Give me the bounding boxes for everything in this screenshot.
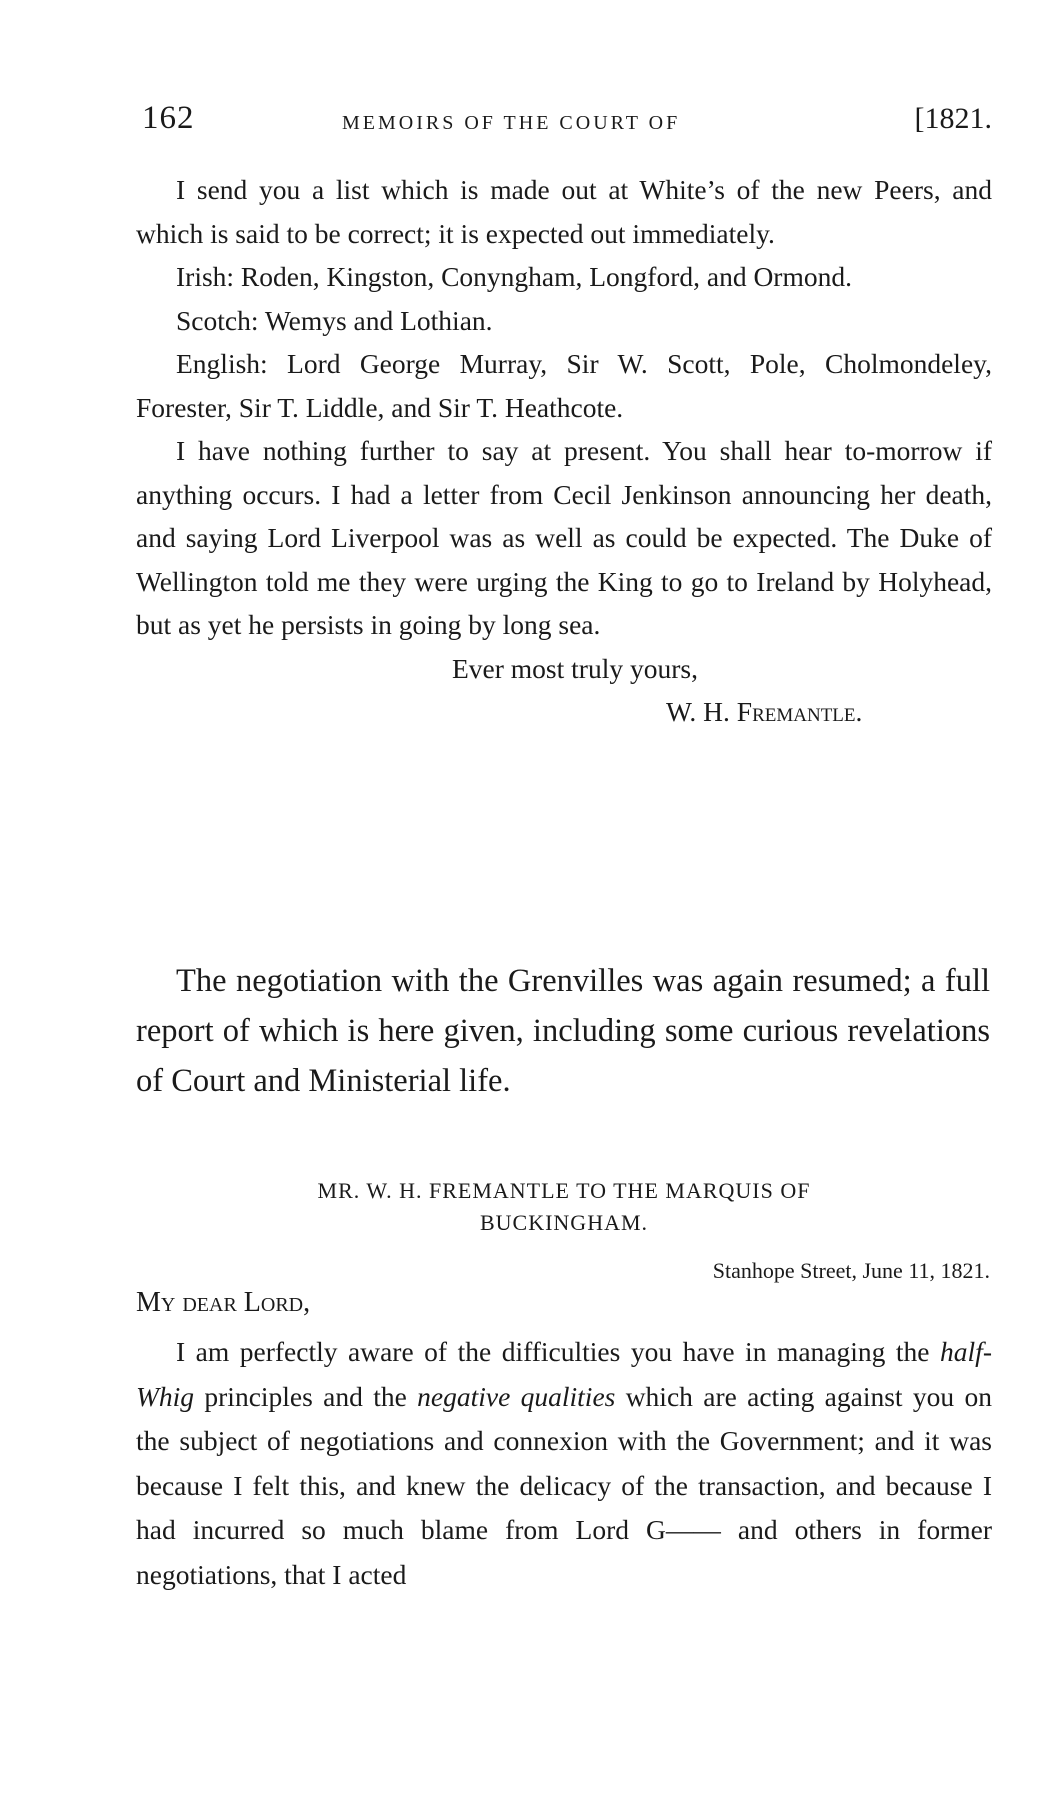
body-text: principles and the [194, 1380, 418, 1412]
letter-paragraph: Irish: Roden, Kingston, Conyngham, Longford, and Ormond. [176, 261, 852, 292]
body-text: which are acting against you on the subject of negotiations and connexion with the Government; and it was because I felt this, and knew the delicacy of the transaction, and because I had incurred so much blame from Lord G—— and others in former negotiations, that I acted [136, 1380, 992, 1590]
letter-heading-line: MR. W. H. FREMANTLE TO THE MARQUIS OF [317, 1178, 811, 1203]
body-text: I am perfectly aware of the difficulties you have in managing the [176, 1336, 941, 1367]
letter-paragraph: I have nothing further to say at present. You shall hear to-morrow if anything occurs. I had a letter from Cecil Jenkinson announcing her death, and saying Lord Liverpool was as well as could be expected. The Duke of Wellington told me they were urging the King to go to Ireland by Holyhead, but as yet he persists in going by long sea. [136, 435, 992, 640]
page-number: 162 [142, 100, 195, 136]
letter-continuation [136, 168, 992, 734]
italic-phrase: negative qualities [417, 1380, 616, 1412]
letter-dateline: Stanhope Street, June 11, 1821. [712, 1258, 990, 1283]
letter-closing: Ever most truly yours, [452, 652, 698, 684]
letter-signature: W. H. Fremantle. [666, 696, 863, 727]
running-title: MEMOIRS OF THE COURT OF [342, 112, 681, 134]
italic-phrase: half-Whig [136, 1336, 992, 1412]
running-year: [1821. [914, 102, 992, 135]
letter-body [136, 1330, 992, 1597]
letter-paragraph [136, 1330, 992, 1597]
letter-paragraph: I send you a list which is made out at White’s of the new Peers, and which is said to be correct; it is expected out immediately. [136, 174, 992, 249]
letter-heading-line: BUCKINGHAM. [479, 1210, 649, 1235]
letter-salutation: My dear Lord, [136, 1287, 311, 1318]
letter-heading [136, 1175, 992, 1239]
letter-paragraph: Scotch: Wemys and Lothian. [176, 304, 493, 336]
running-header [142, 100, 992, 144]
narrative-paragraph: The negotiation with the Grenvilles was again resumed; a full report of which is here given, including some curious revelations of Court and Ministerial life. [136, 963, 990, 1099]
letter-paragraph: English: Lord George Murray, Sir W. Scott, Pole, Cholmondeley, Forester, Sir T. Liddle, and Sir T. Heathcote. [136, 348, 992, 423]
